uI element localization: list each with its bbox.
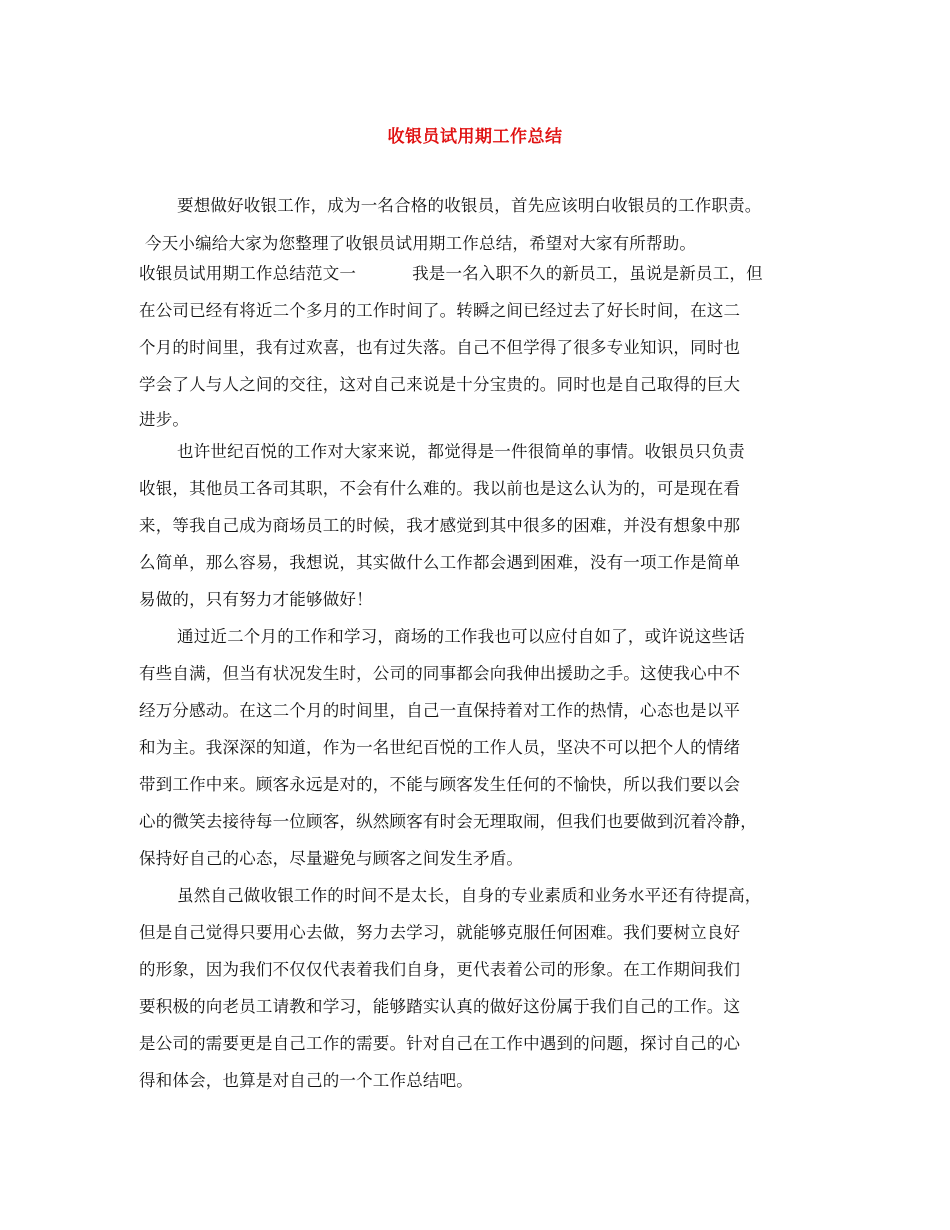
- paragraph-line: 来，等我自己成为商场员工的时候，我才感觉到其中很多的困难，并没有想象中那: [139, 516, 741, 535]
- paragraph-line: 有些自满，但当有状况发生时，公司的同事都会向我伸出援助之手。这使我心中不: [139, 664, 741, 683]
- paragraph-line: 要积极的向老员工请教和学习，能够踏实认真的做好这份属于我们自己的工作。这: [139, 997, 741, 1016]
- paragraph-line: 今天小编给大家为您整理了收银员试用期工作总结，希望对大家有所帮助。: [145, 234, 697, 253]
- paragraph-line-with-heading: [139, 262, 763, 286]
- paragraph-line: 也许世纪百悦的工作对大家来说，都觉得是一件很简单的事情。收银员只负责: [177, 442, 745, 461]
- paragraph-line: 和为主。我深深的知道，作为一名世纪百悦的工作人员，坚决不可以把个人的情绪: [139, 738, 741, 757]
- paragraph-line: 通过近二个月的工作和学习，商场的工作我也可以应付自如了，或许说这些话: [177, 627, 745, 646]
- paragraph-line: 虽然自己做收银工作的时间不是太长，自身的专业素质和业务水平还有待提高，: [177, 886, 762, 905]
- paragraph-line: 心的微笑去接待每一位顾客，纵然顾客有时会无理取闹，但我们也要做到沉着冷静，: [139, 812, 757, 831]
- paragraph-line: 么简单，那么容易，我想说，其实做什么工作都会遇到困难，没有一项工作是简单: [139, 553, 741, 572]
- paragraph-line: 易做的，只有努力才能够做好！: [139, 590, 373, 609]
- paragraph-line: 收银，其他员工各司其职，不会有什么难的。我以前也是这么认为的，可是现在看: [139, 479, 741, 498]
- paragraph-line: 在公司已经有将近二个多月的工作时间了。转瞬之间已经过去了好长时间，在这二: [139, 301, 741, 320]
- paragraph-line: 进步。: [139, 410, 190, 429]
- paragraph-line: 的形象，因为我们不仅仅代表着我们自身，更代表着公司的形象。在工作期间我们: [139, 960, 741, 979]
- paragraph-line: 要想做好收银工作，成为一名合格的收银员，首先应该明白收银员的工作职责。: [177, 196, 762, 215]
- paragraph-line: 是公司的需要更是自己工作的需要。针对自己在工作中遇到的问题，探讨自己的心: [139, 1034, 741, 1053]
- paragraph-line: 保持好自己的心态，尽量避免与顾客之间发生矛盾。: [139, 849, 524, 868]
- paragraph-line: 学会了人与人之间的交往，这对自己来说是十分宝贵的。同时也是自己取得的巨大: [139, 375, 741, 394]
- paragraph-line: 带到工作中来。顾客永远是对的，不能与顾客发生任何的不愉快，所以我们要以会: [139, 775, 741, 794]
- paragraph-line: 经万分感动。在这二个月的时间里，自己一直保持着对工作的热情，心态也是以平: [139, 701, 741, 720]
- document-title: 收银员试用期工作总结: [387, 127, 563, 147]
- paragraph-text: 我是一名入职不久的新员工，虽说是新员工，但: [412, 264, 763, 283]
- section-heading: 收银员试用期工作总结范文一: [139, 264, 357, 283]
- paragraph-line: 但是自己觉得只要用心去做，努力去学习，就能够克服任何困难。我们要树立良好: [139, 923, 741, 942]
- paragraph-line: 得和体会，也算是对自己的一个工作总结吧。: [139, 1071, 473, 1090]
- paragraph-line: 个月的时间里，我有过欢喜，也有过失落。自己不但学得了很多专业知识，同时也: [139, 338, 741, 357]
